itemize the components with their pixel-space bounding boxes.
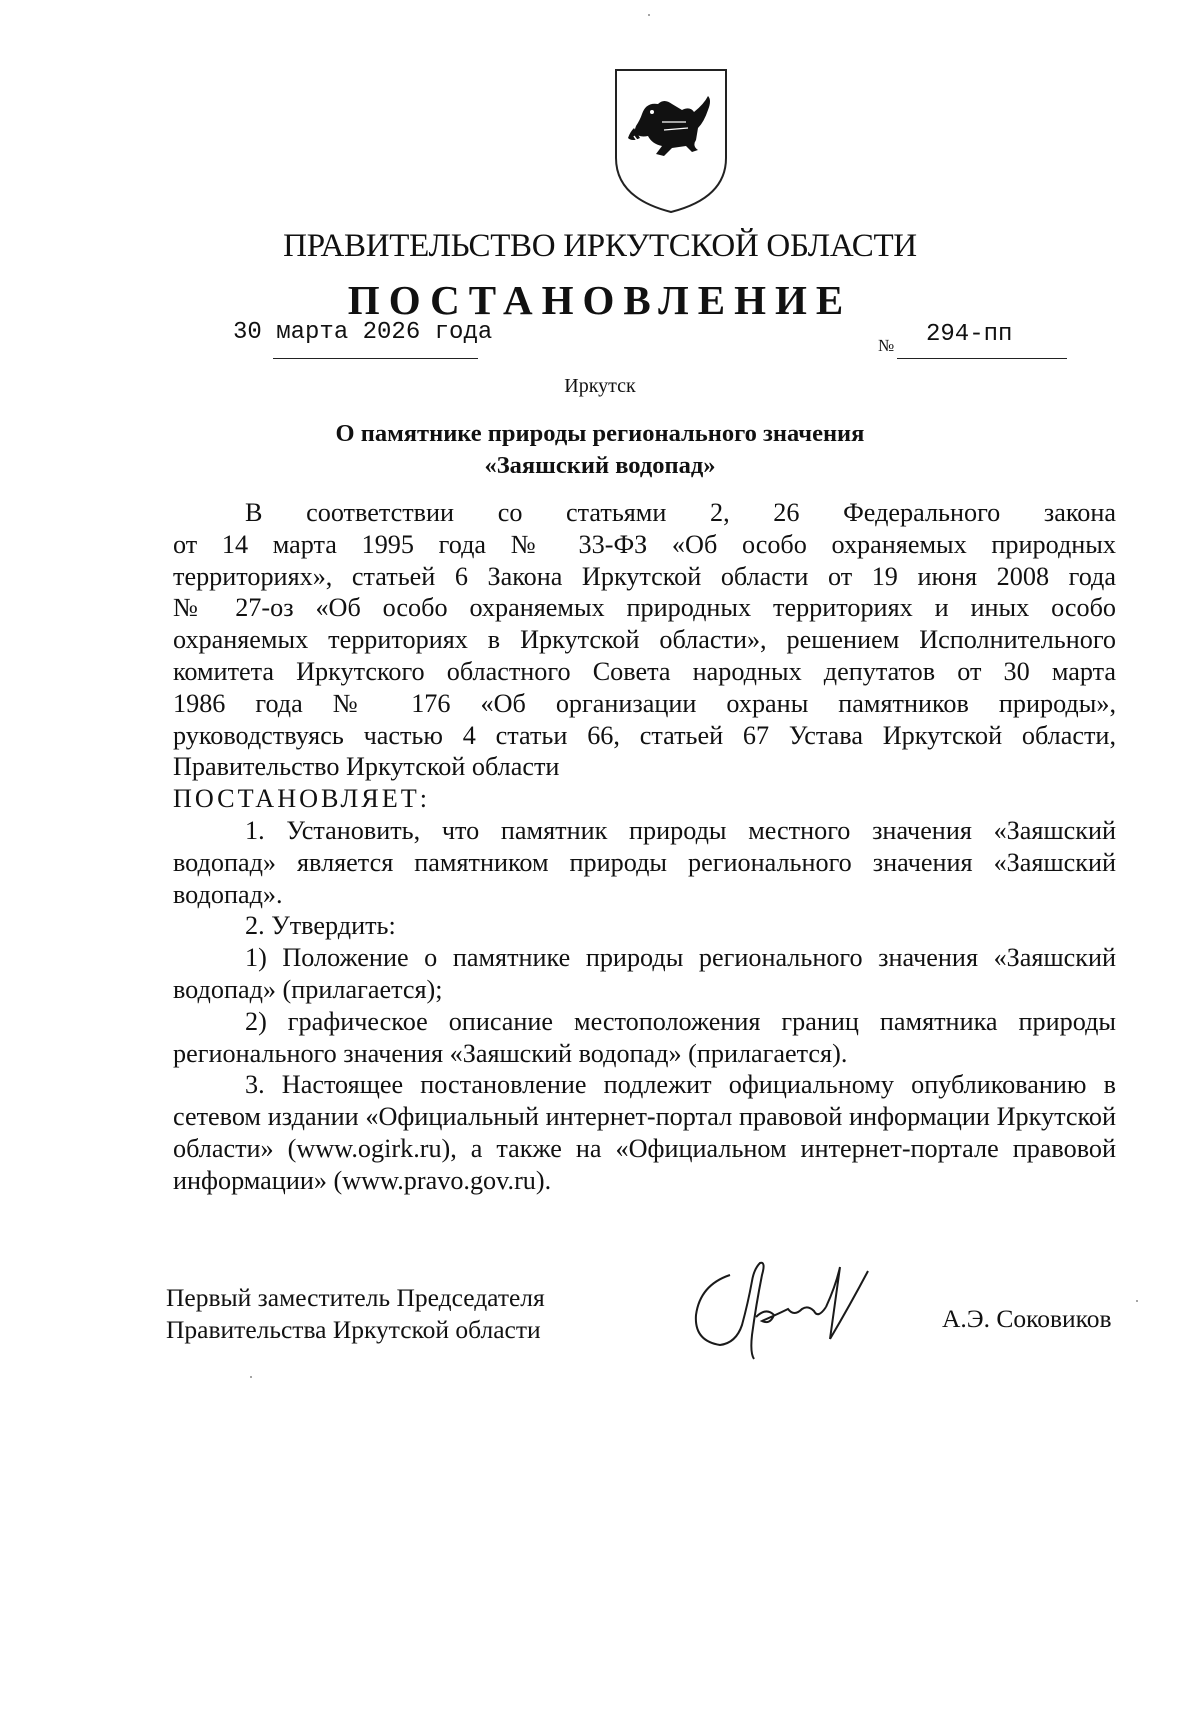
signatory-position <box>166 1282 545 1346</box>
preamble-line: комитета Иркутского областного Совета народных депутатов от 30 марта <box>173 656 1116 686</box>
document-number: 294-пп <box>926 321 1013 348</box>
document-heading <box>300 418 900 482</box>
preamble-line: № 27-оз «Об особо охраняемых природных территориях и иных особо <box>173 593 1116 623</box>
document-date: 30 марта 2026 года <box>233 319 493 346</box>
preamble-line: охраняемых территориях в Иркутской области», решением Исполнительного <box>173 625 1116 655</box>
number-sign: № <box>878 336 895 355</box>
preamble-line: территориях», статьей 6 Закона Иркутской области от 19 июня 2008 года <box>173 561 1116 591</box>
signature-icon <box>690 1255 900 1365</box>
date-underline <box>273 358 478 359</box>
item-3: 3. Настоящее постановление подлежит официальному опубликованию в сетевом издании «Официальный интернет-портал правовой информации Иркутской области» (www.ogirk.ru), а также на «Официальном интернет-портале правовой информации» (www.pravo.gov.ru). <box>173 1070 1116 1195</box>
preamble-line: В соответствии со статьями 2, 26 Федерального закона <box>245 498 1116 527</box>
number-underline <box>897 358 1067 359</box>
signatory-position-line-2: Правительства Иркутской области <box>166 1315 541 1344</box>
scan-speck <box>250 1376 252 1378</box>
document-body <box>173 497 1116 1197</box>
preamble-line: от 14 марта 1995 года № 33-ФЗ «Об особо охраняемых природных <box>173 529 1116 559</box>
item-1: 1. Установить, что памятник природы местного значения «Заяшский водопад» является памятником природы регионального значения «Заяшский водопад». <box>173 815 1116 909</box>
item-2-subitem-2: 2) графическое описание местоположения границ памятника природы регионального значения «Заяшский водопад» (прилагается). <box>173 1006 1116 1068</box>
scan-speck <box>1136 1300 1138 1302</box>
document-kind-title: ПОСТАНОВЛЕНИЕ <box>347 277 853 323</box>
organization-title: ПРАВИТЕЛЬСТВО ИРКУТСКОЙ ОБЛАСТИ <box>283 228 917 264</box>
preamble-line: руководствуясь частью 4 статьи 66, статьей 67 Устава Иркутской области, <box>173 720 1116 750</box>
preamble-line: 1986 года № 176 «Об организации охраны памятников природы», <box>173 688 1116 718</box>
signatory-position-line-1: Первый заместитель Председателя <box>166 1283 545 1312</box>
item-2-subitem-1: 1) Положение о памятнике природы регионального значения «Заяшский водопад» (прилагается); <box>173 943 1116 1004</box>
heading-line-1: О памятнике природы регионального значения <box>335 420 865 447</box>
signatory-name: А.Э. Соковиков <box>942 1304 1112 1333</box>
city: Иркутск <box>564 375 636 397</box>
preamble-line: Правительство Иркутской области <box>173 752 560 782</box>
item-2-heading: 2. Утвердить: <box>245 911 396 941</box>
coat-of-arms-icon <box>612 66 730 216</box>
scan-speck <box>648 14 650 16</box>
decree-word: ПОСТАНОВЛЯЕТ: <box>173 784 431 814</box>
heading-line-2: «Заяшский водопад» <box>484 452 716 479</box>
